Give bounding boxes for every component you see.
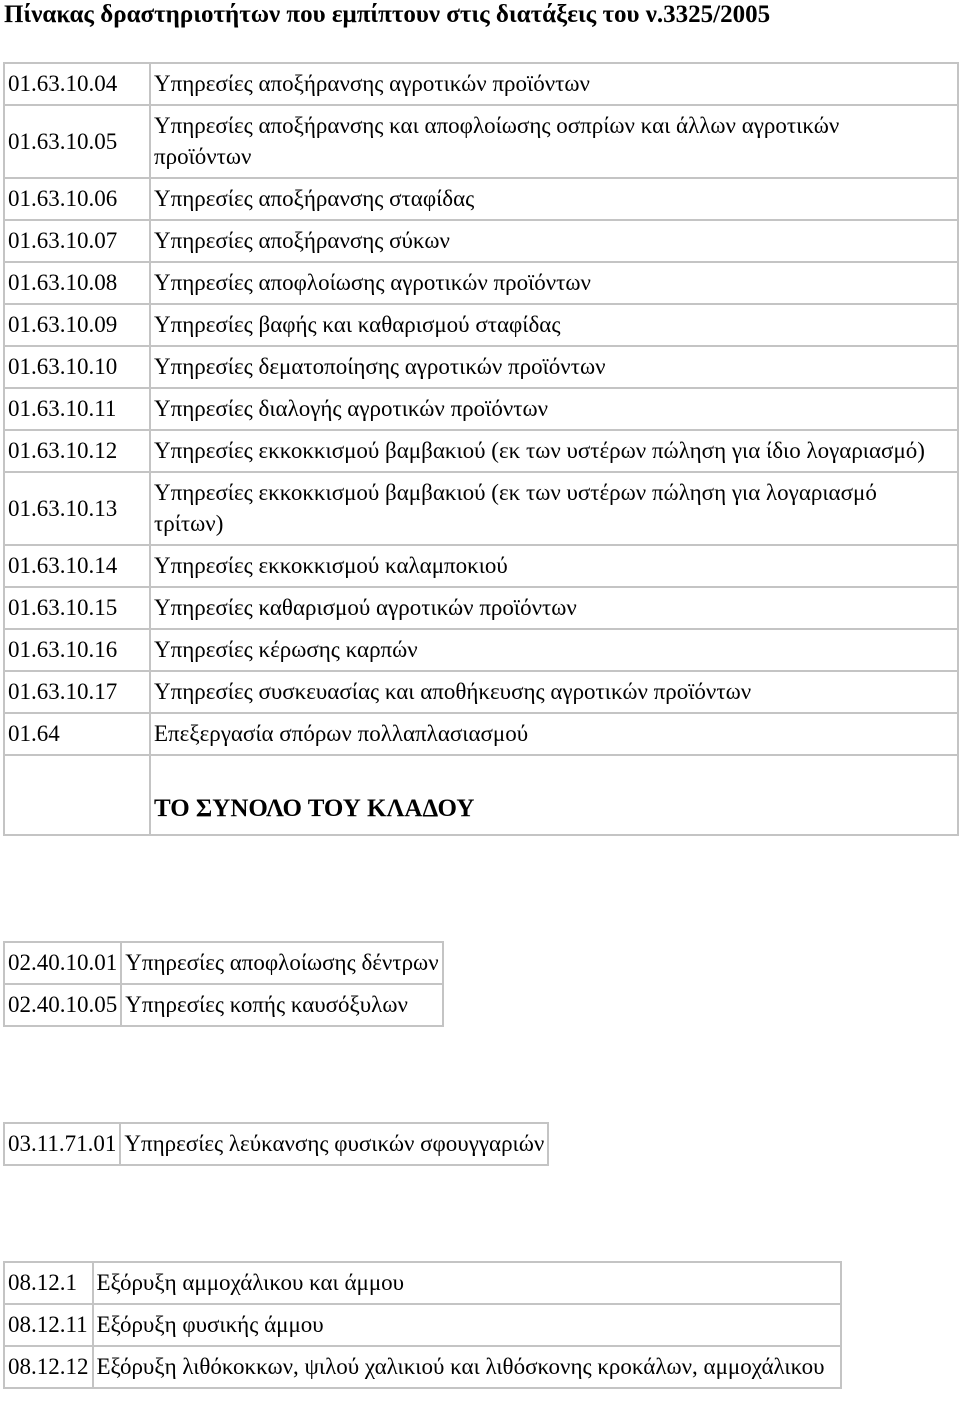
table-row bbox=[4, 262, 958, 304]
table-row bbox=[4, 713, 958, 755]
sector-total-label: ΤΟ ΣΥΝΟΛΟ ΤΟΥ ΚΛΑΔΟΥ bbox=[154, 794, 475, 822]
activity-description: Υπηρεσίες βαφής και καθαρισμού σταφίδας bbox=[150, 304, 958, 346]
activity-code: 01.63.10.09 bbox=[4, 304, 150, 346]
activity-code: 01.64 bbox=[4, 713, 150, 755]
activity-code: 08.12.1 bbox=[4, 1262, 93, 1304]
activity-code: 01.63.10.13 bbox=[4, 472, 150, 545]
activity-description: Υπηρεσίες δεματοποίησης αγροτικών προϊόντων bbox=[150, 346, 958, 388]
total-row bbox=[4, 755, 958, 835]
table-row bbox=[4, 178, 958, 220]
table-row bbox=[4, 105, 958, 178]
activity-description: Επεξεργασία σπόρων πολλαπλασιασμού bbox=[150, 713, 958, 755]
activity-description-text: Υπηρεσίες εκκοκκισμού βαμβακιού (εκ των υστέρων πώληση για ίδιο λογαριασμό) bbox=[154, 438, 925, 463]
activities-table-08 bbox=[3, 1261, 842, 1389]
activity-description bbox=[150, 105, 958, 178]
table-row bbox=[4, 220, 958, 262]
table-row bbox=[4, 63, 958, 105]
activity-description-text: Υπηρεσίες εκκοκκισμού βαμβακιού (εκ των υστέρων πώληση για λογαριασμό τρίτων) bbox=[154, 480, 877, 536]
table-row bbox=[4, 1304, 841, 1346]
activities-table-02 bbox=[3, 941, 444, 1027]
activity-code: 01.63.10.06 bbox=[4, 178, 150, 220]
table-row bbox=[4, 472, 958, 545]
table-row bbox=[4, 942, 443, 984]
activity-code: 01.63.10.16 bbox=[4, 629, 150, 671]
activity-description: Εξόρυξη φυσικής άμμου bbox=[93, 1304, 841, 1346]
total-code-cell bbox=[4, 755, 150, 835]
activity-code: 01.63.10.05 bbox=[4, 105, 150, 178]
table-row bbox=[4, 545, 958, 587]
activity-description-text: Υπηρεσίες αποξήρανσης και αποφλοίωσης οσπρίων και άλλων αγροτικών προϊόντων bbox=[154, 113, 840, 169]
activity-description-text: Εξόρυξη λιθόκοκκων, ψιλού χαλικιού και λιθόσκονης κροκάλων, αμμοχάλικου bbox=[96, 1354, 825, 1379]
table-row bbox=[4, 388, 958, 430]
table-row bbox=[4, 430, 958, 472]
activity-description: Υπηρεσίες συσκευασίας και αποθήκευσης αγροτικών προϊόντων bbox=[150, 671, 958, 713]
table-row bbox=[4, 671, 958, 713]
table-row bbox=[4, 984, 443, 1026]
activity-description: Υπηρεσίες λεύκανσης φυσικών σφουγγαριών bbox=[120, 1123, 548, 1165]
activity-code: 01.63.10.10 bbox=[4, 346, 150, 388]
activity-code: 01.63.10.15 bbox=[4, 587, 150, 629]
table-row bbox=[4, 1346, 841, 1388]
activity-code: 01.63.10.04 bbox=[4, 63, 150, 105]
activity-description: Υπηρεσίες διαλογής αγροτικών προϊόντων bbox=[150, 388, 958, 430]
table-row bbox=[4, 629, 958, 671]
table-row bbox=[4, 1123, 548, 1165]
activity-code: 01.63.10.12 bbox=[4, 430, 150, 472]
activity-description: Υπηρεσίες κέρωσης καρπών bbox=[150, 629, 958, 671]
activity-description: Υπηρεσίες καθαρισμού αγροτικών προϊόντων bbox=[150, 587, 958, 629]
table-row bbox=[4, 587, 958, 629]
activity-code: 01.63.10.07 bbox=[4, 220, 150, 262]
activity-description: Υπηρεσίες εκκοκκισμού καλαμποκιού bbox=[150, 545, 958, 587]
activities-table-01 bbox=[3, 62, 959, 836]
activity-code: 01.63.10.14 bbox=[4, 545, 150, 587]
activity-code: 03.11.71.01 bbox=[4, 1123, 120, 1165]
table-row bbox=[4, 304, 958, 346]
activity-code: 01.63.10.17 bbox=[4, 671, 150, 713]
table-row bbox=[4, 346, 958, 388]
activity-code: 01.63.10.08 bbox=[4, 262, 150, 304]
activity-description: Υπηρεσίες αποφλοίωσης δέντρων bbox=[121, 942, 442, 984]
total-label-cell bbox=[150, 755, 958, 835]
activity-code: 02.40.10.05 bbox=[4, 984, 121, 1026]
activity-description bbox=[150, 472, 958, 545]
activity-code: 08.12.12 bbox=[4, 1346, 93, 1388]
activity-description bbox=[93, 1346, 841, 1388]
activity-description: Υπηρεσίες αποφλοίωσης αγροτικών προϊόντων bbox=[150, 262, 958, 304]
activity-code: 01.63.10.11 bbox=[4, 388, 150, 430]
activity-description bbox=[150, 430, 958, 472]
activity-description: Εξόρυξη αμμοχάλικου και άμμου bbox=[93, 1262, 841, 1304]
activity-code: 02.40.10.01 bbox=[4, 942, 121, 984]
activity-description: Υπηρεσίες αποξήρανσης σταφίδας bbox=[150, 178, 958, 220]
activity-code: 08.12.11 bbox=[4, 1304, 93, 1346]
activity-description: Υπηρεσίες αποξήρανσης σύκων bbox=[150, 220, 958, 262]
page-title: Πίνακας δραστηριοτήτων που εμπίπτουν στις διατάξεις του ν.3325/2005 bbox=[4, 1, 771, 28]
activities-table-03 bbox=[3, 1122, 549, 1166]
activity-description: Υπηρεσίες αποξήρανσης αγροτικών προϊόντων bbox=[150, 63, 958, 105]
table-row bbox=[4, 1262, 841, 1304]
activity-description: Υπηρεσίες κοπής καυσόξυλων bbox=[121, 984, 442, 1026]
